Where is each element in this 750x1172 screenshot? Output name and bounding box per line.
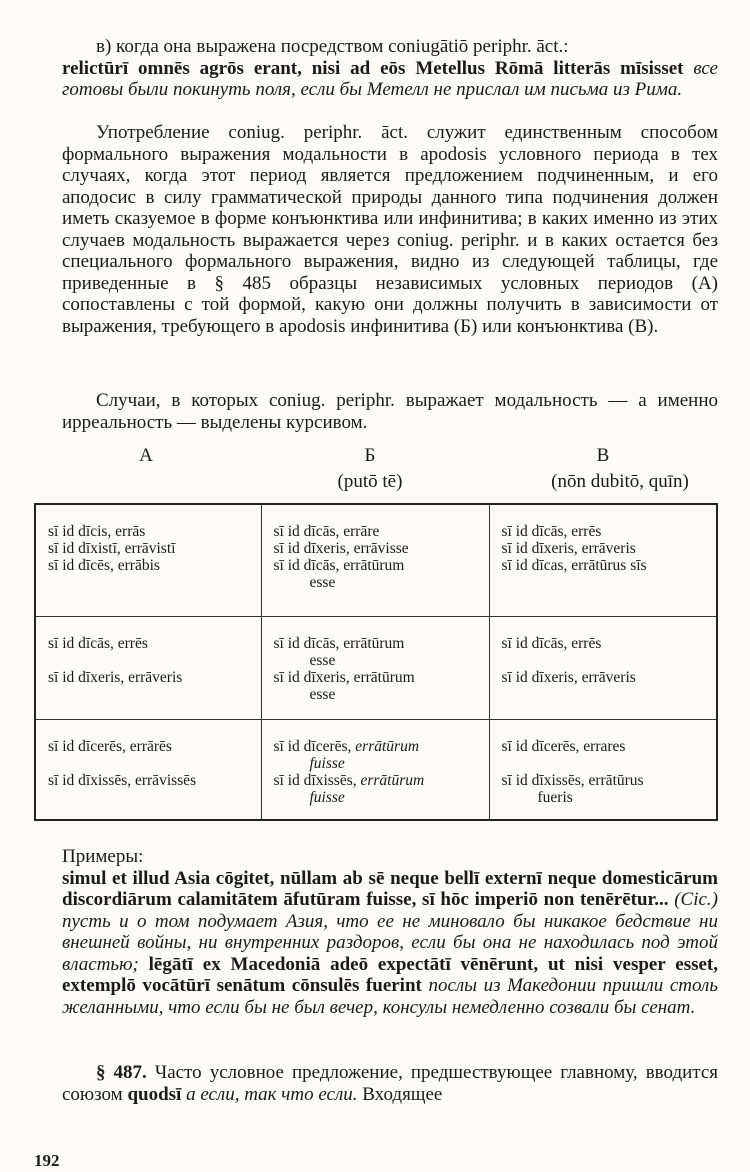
russian-translation: пусть и о том подумает Азия, что ее не миновало бы никакое бедствие ни внешней войны, ни внутренних раздоров, если бы она не находилась под этой властью; (62, 910, 718, 975)
cell-text-italic: errātūrum (360, 771, 425, 789)
keyword: quodsī (127, 1083, 182, 1105)
cell-text-italic: errātūrum (355, 737, 420, 755)
latin-example: relictūrī omnēs agrōs erant, nisi ad eōs Metellus Rōmā litterās mīsisset (62, 57, 684, 79)
cell-text: fueris (537, 788, 573, 806)
cell-text-plain: sī id dīxissēs, (273, 771, 361, 789)
section-text-tail: Входящее (357, 1083, 443, 1105)
cell-text: sī id dīxistī, errāvistī (48, 540, 176, 557)
section-text: Часто условное предложение, предшествующее главному, вводится союзом (62, 1062, 719, 1105)
cell-text (274, 772, 483, 789)
cell-text: sī id dīcerēs, errares (501, 737, 626, 755)
russian-translation: послы из Македонии пришли столь желанными, что если бы не был вечер, консулы немедленно созвали бы сенат. (62, 975, 718, 1018)
cell-text: sī id dīxeris, errātūrum (273, 668, 415, 686)
latin-example: lēgātī ex Macedoniā adeō expectātī vēnērunt, ut nisi vesper esset, extemplō vocātūrī senātum cōnsulēs fuerint (62, 953, 719, 996)
cell-text: sī id dīxeris, errāveris (48, 668, 183, 686)
cell-text: sī id dīxeris, errāveris (501, 668, 636, 686)
latin-example: simul et illud Asia cōgitet, nūllam ab sē neque bellī externī neque domesticārum discordiārum calamitātem āfutūram fuisse, sī hōc imperiō non tenērētur... (62, 867, 718, 910)
cell-text: esse (309, 574, 336, 591)
table-cell (489, 504, 717, 616)
cell-text: sī id dīxissēs, errātūrus (501, 771, 644, 789)
table-cell (489, 719, 717, 820)
cell-text: sī id dīcēs, errābis (48, 557, 160, 574)
case-intro: в) когда она выражена посредством coniugātiō periphr. āct.: (96, 36, 569, 57)
cell-text: sī id dīcerēs, errārēs (48, 737, 172, 755)
examples-label: Примеры: (62, 846, 144, 867)
paragraph-explanation: Употребление coniug. periphr. āct. служит единственным способом формального выражения модальности в apodosis условного периода в тех случаях, когда этот период является предложением подчиненным, и его аподосис в силу грамматической природы данного типа подчинения должен иметь сказуемое в форме конъюнктива или инфинитива; в каких именно из этих случаев модальность выражается через coniug. periphr. и в каких остается без специального формального выражения, видно из следующей таблицы, где приведенные в § 485 образцы независимых условных периодов (А) сопоставлены с той формой, какую они должны получить в зависимости от выражения, требующего в apodosis инфинитива (Б) или конъюнктива (В). (62, 122, 718, 337)
cell-text: sī id dīcās, errātūrum (273, 557, 405, 574)
section-487 (62, 1062, 718, 1105)
russian-translation: все готовы были покинуть поля, если бы Метелл не прислал им письма из Рима. (62, 57, 718, 100)
table-header (0, 445, 750, 495)
paragraph-note: Случаи, в которых coniug. periphr. выражает модальность — а именно ирреальность — выделены курсивом. (62, 390, 718, 433)
table-cell (35, 616, 261, 719)
cell-text: sī id dīcās, errāre (273, 523, 380, 540)
cell-text: sī id dīxeris, errāveris (501, 540, 636, 557)
column-sub-b: (putō tē) (337, 471, 403, 492)
table-cell (489, 616, 717, 719)
cell-text: sī id dīcās, errātūrum (273, 634, 405, 652)
section-number: § 487. (96, 1062, 147, 1083)
cell-text: sī id dīcas, errātūrus sīs (501, 557, 647, 574)
column-header-a: А (139, 445, 153, 466)
cell-text: fuisse (309, 788, 345, 806)
table-row (35, 616, 717, 719)
table-cell (261, 616, 489, 719)
column-header-b: Б (364, 445, 376, 466)
cell-text: sī id dīcās, errēs (501, 634, 602, 652)
table-cell (35, 719, 261, 820)
cell-text (274, 738, 483, 755)
paragraph-periphrastic-case (62, 36, 718, 101)
table-cell (261, 504, 489, 616)
page-number: 192 (34, 1151, 60, 1170)
cell-text: sī id dīcis, errās (48, 523, 146, 540)
examples-block (62, 846, 718, 1018)
table-row (35, 719, 717, 820)
cell-text: sī id dīxeris, errāvisse (273, 540, 409, 557)
cell-text: esse (309, 685, 336, 703)
cell-text-plain: sī id dīcerēs, (273, 737, 356, 755)
cell-text: sī id dīcās, errēs (48, 634, 148, 652)
conditional-forms-table (34, 503, 718, 821)
table-cell (35, 504, 261, 616)
table-row (35, 504, 717, 616)
column-sub-v: (nōn dubitō, quīn) (551, 471, 689, 492)
cell-text: esse (309, 651, 336, 669)
cell-text: sī id dīcās, errēs (501, 523, 602, 540)
table-cell (261, 719, 489, 820)
cell-text: fuisse (309, 754, 345, 772)
source-citation: (Cic.) (668, 889, 718, 910)
cell-text: sī id dīxissēs, errāvissēs (48, 771, 197, 789)
column-header-v: В (596, 445, 610, 466)
keyword-translation: а если, так что если. (181, 1083, 358, 1105)
